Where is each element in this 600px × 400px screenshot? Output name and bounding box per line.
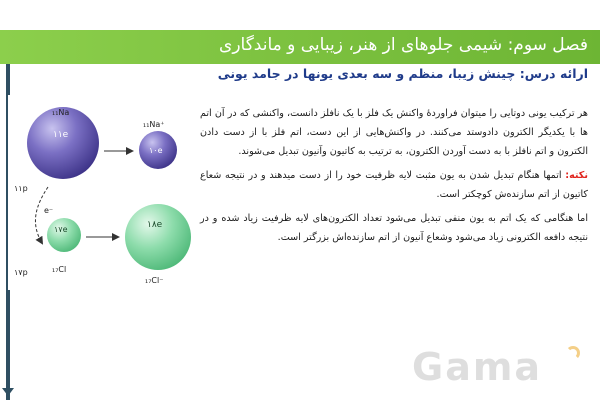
electron-label: e⁻ (44, 206, 54, 215)
chlorine-ion (125, 204, 191, 270)
cl-atom-electrons: ۱۷e (54, 225, 68, 234)
cl-ion-electrons: ۱۸e (147, 220, 163, 230)
sodium-atom (27, 107, 99, 179)
na-ion-electrons: ۱۰e (149, 146, 163, 155)
title-bar (0, 30, 600, 64)
cl-ion-symbol: ₁₇Cl⁻ (145, 276, 164, 285)
paragraph-anion-radius: اما هنگامی که یک اتم به یون منفی تبدیل می‌شود تعداد الکترون‌های لایه ظرفیت زیاد شده و در نتیجه دافعه الکترونی زیاد می‌شود وشعاع آنیون از اتم سازنده‌اش بزرگتر است. (200, 213, 588, 243)
note-text: اتمها هنگام تبدیل شدن به یون مثبت لایه ظرفیت خود را از دست میدهند و در نتیجه شعاع کاتیون از اتم سازنده‌ش کوچکتر است. (200, 170, 588, 200)
cl-atom-protons: ۱۷p (14, 268, 28, 277)
na-atom-electrons: ۱۱e (53, 130, 69, 140)
cl-atom-symbol: ₁₇Cl (52, 265, 67, 274)
paragraph-ionic-compounds: هر ترکیب یونی دوتایی را میتوان فراورده‌ٔ واکنش یک فلز با یک نافلز دانست، واکنشی که در آن اتم ها با یکدیگر الکترون دادوستد می‌کنند. در واکنش‌هایی از این دست، اتم فلز با از دست دادن الکترون و اتم نافلز با به دست آوردن الکترون، به ترتیب به کاتیون وآنیون تبدیل می‌شوند. (200, 108, 588, 157)
electron-transfer-path (35, 187, 48, 243)
note-paragraph (200, 166, 588, 204)
na-atom-symbol: ₁₁Na (52, 108, 70, 117)
gama-watermark-logo: Gama (412, 345, 543, 389)
rail-arrow-icon (2, 388, 14, 396)
lesson-title: ارائه درس: چینش زیبا، منظم و سه بعدی یونها در جامد یونی (217, 66, 588, 81)
note-label: نکته: (565, 170, 588, 181)
lesson-content (200, 104, 588, 252)
na-ion-symbol: ₁₁Na⁺ (143, 120, 165, 129)
chlorine-atom (47, 218, 81, 252)
na-atom-protons: ۱۱p (14, 184, 28, 193)
ion-formation-diagram (8, 95, 196, 290)
chapter-title: فصل سوم: شیمی جلوهای از هنر، زیبایی و ماندگاری (219, 35, 588, 55)
watermark-arc-icon (566, 346, 580, 360)
ion-diagram-svg (8, 95, 196, 290)
